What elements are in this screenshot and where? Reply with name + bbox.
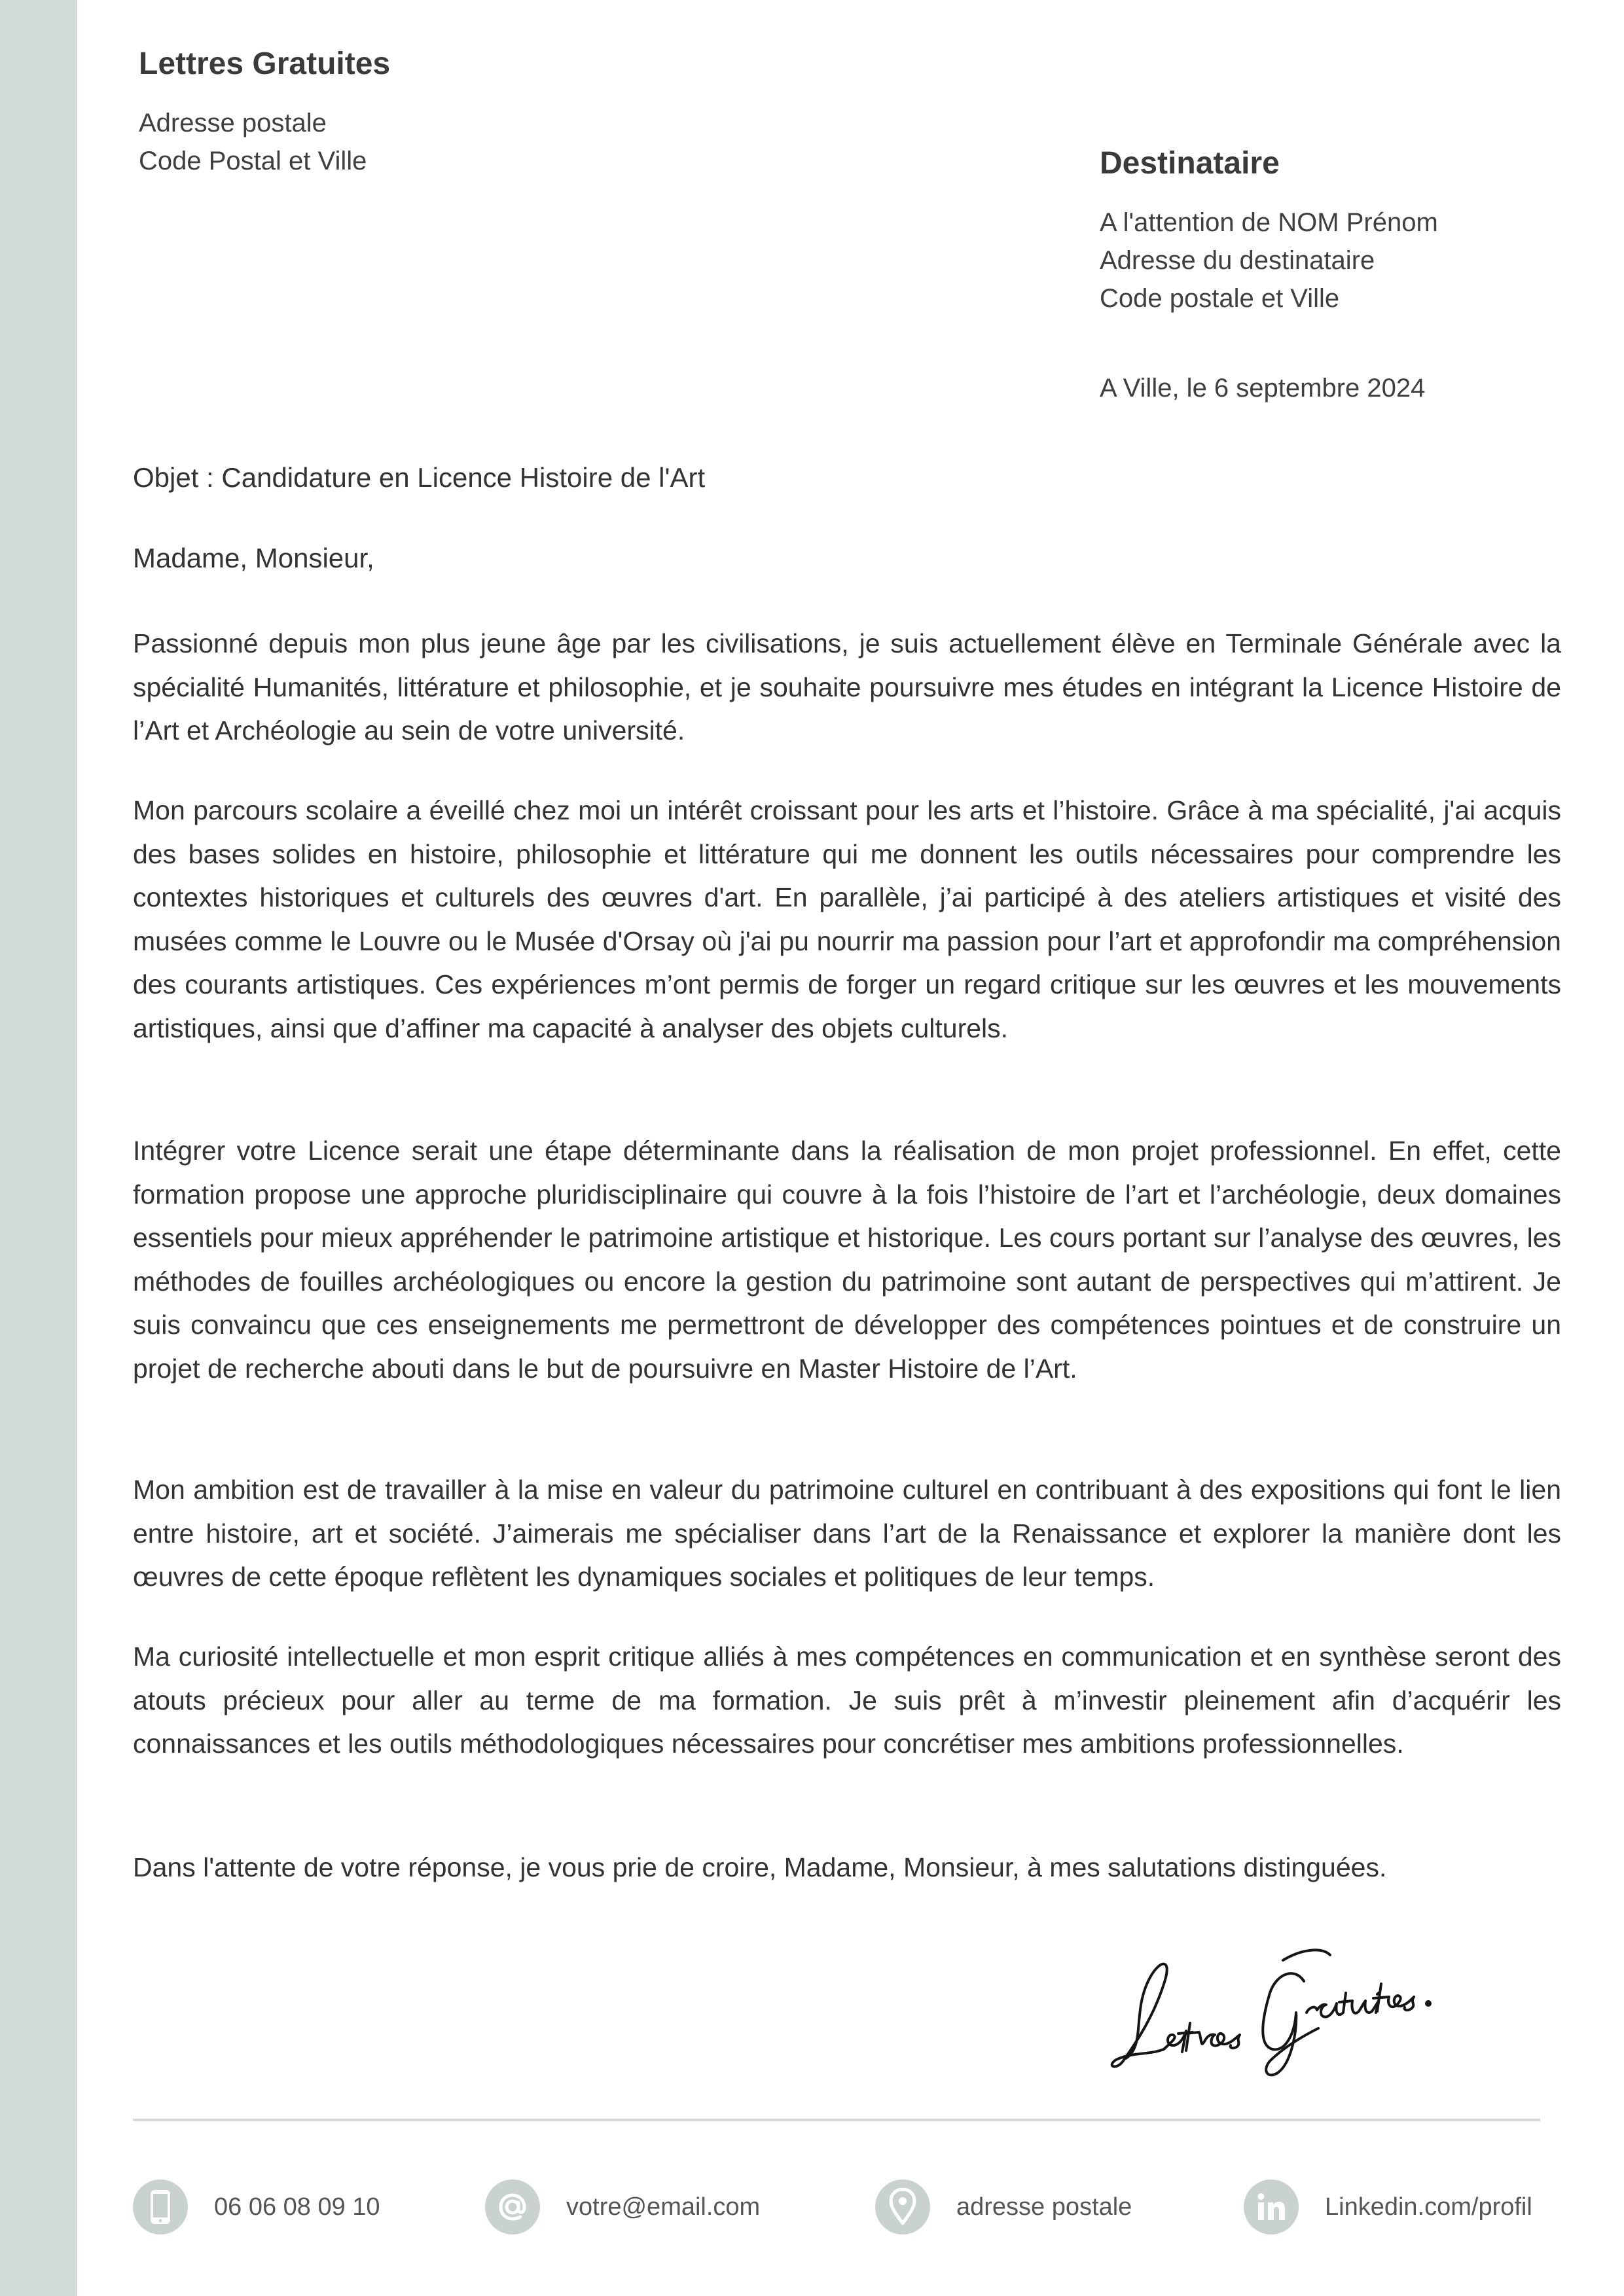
recipient-address: Adresse du destinataire	[1100, 246, 1375, 275]
contact-linkedin	[1244, 2179, 1532, 2234]
phone-icon	[133, 2179, 188, 2234]
linkedin-profile: Linkedin.com/profil	[1325, 2193, 1532, 2221]
sender-name: Lettres Gratuites	[139, 46, 391, 81]
closing-paragraph: Dans l'attente de votre réponse, je vous prie de croire, Madame, Monsieur, à mes salutations distinguées.	[133, 1852, 1387, 1882]
at-icon	[485, 2179, 540, 2234]
body-paragraph-2: Mon parcours scolaire a éveillé chez moi un intérêt croissant pour les arts et l’histoire. Grâce à ma spécialité, j'ai acquis des bases solides en histoire, philosophie et littérature qui me donnent les outils nécessaires pour comprendre les contextes historiques et culturels des œuvres d'art. En parallèle, j’ai participé à des ateliers artistiques et visité des musées comme le Louvre ou le Musée d'Orsay où j'ai pu nourrir ma passion pour l’art et approfondir ma compréhension des courants artistiques. Ces expériences m’ont permis de forger un regard critique sur les œuvres et les mouvements artistiques, ainsi que d’affiner ma capacité à analyser des objets culturels.	[133, 795, 1561, 1043]
letter-subject: Objet : Candidature en Licence Histoire de l'Art	[133, 462, 706, 493]
body-paragraph-4: Mon ambition est de travailler à la mise en valeur du patrimoine culturel en contribuant à des expositions qui font le lien entre histoire, art et société. J’aimerais me spécialiser dans l’art de la Renaissance et explorer la manière dont les œuvres de cette époque reflètent les dynamiques sociales et politiques de leur temps.	[133, 1475, 1561, 1592]
postal-address: adresse postale	[956, 2193, 1132, 2221]
recipient-city: Code postale et Ville	[1100, 284, 1340, 313]
phone-number: 06 06 08 09 10	[214, 2193, 380, 2221]
body-paragraph-3: Intégrer votre Licence serait une étape déterminante dans la réalisation de mon projet professionnel. En effet, cette formation propose une approche pluridisciplinaire qui couvre à la fois l’histoire de l’art et l’archéologie, deux domaines essentiels pour mieux appréhender le patrimoine artistique et historique. Les cours portant sur l’analyse des œuvres, les méthodes de fouilles archéologiques ou encore la gestion du patrimoine sont autant de perspectives qui m’attirent. Je suis convaincu que ces enseignements me permettront de développer des compétences pointues et de construire un projet de recherche abouti dans le but de poursuivre en Master Histoire de l’Art.	[133, 1136, 1561, 1384]
body-paragraph-1: Passionné depuis mon plus jeune âge par les civilisations, je suis actuellement élève en Terminale Générale avec la spécialité Humanités, littérature et philosophie, et je souhaite poursuivre mes études en intégrant la Licence Histoire de l’Art et Archéologie au sein de votre université.	[133, 628, 1561, 745]
contact-phone	[133, 2179, 380, 2234]
contact-address	[875, 2179, 1132, 2234]
recipient-attention: A l'attention de NOM Prénom	[1100, 208, 1438, 237]
letter-salutation: Madame, Monsieur,	[133, 543, 374, 573]
email-address: votre@email.com	[566, 2193, 761, 2221]
footer-divider	[133, 2119, 1540, 2121]
body-paragraph-5: Ma curiosité intellectuelle et mon esprit critique alliés à mes compétences en communication et en synthèse seront des atouts précieux pour aller au terme de ma formation. Je suis prêt à m’investir pleinement afin d’acquérir les connaissances et les outils méthodologiques nécessaires pour concrétiser mes ambitions professionnelles.	[133, 1641, 1561, 1759]
sender-address: Adresse postale	[139, 109, 327, 137]
letter-date: A Ville, le 6 septembre 2024	[1100, 374, 1426, 403]
sender-city: Code Postal et Ville	[139, 147, 367, 175]
contact-email	[485, 2179, 760, 2234]
linkedin-icon	[1244, 2179, 1299, 2234]
location-pin-icon	[875, 2179, 930, 2234]
handwritten-signature	[1087, 1921, 1479, 2078]
side-band	[0, 0, 77, 2296]
recipient-title: Destinataire	[1100, 146, 1280, 181]
